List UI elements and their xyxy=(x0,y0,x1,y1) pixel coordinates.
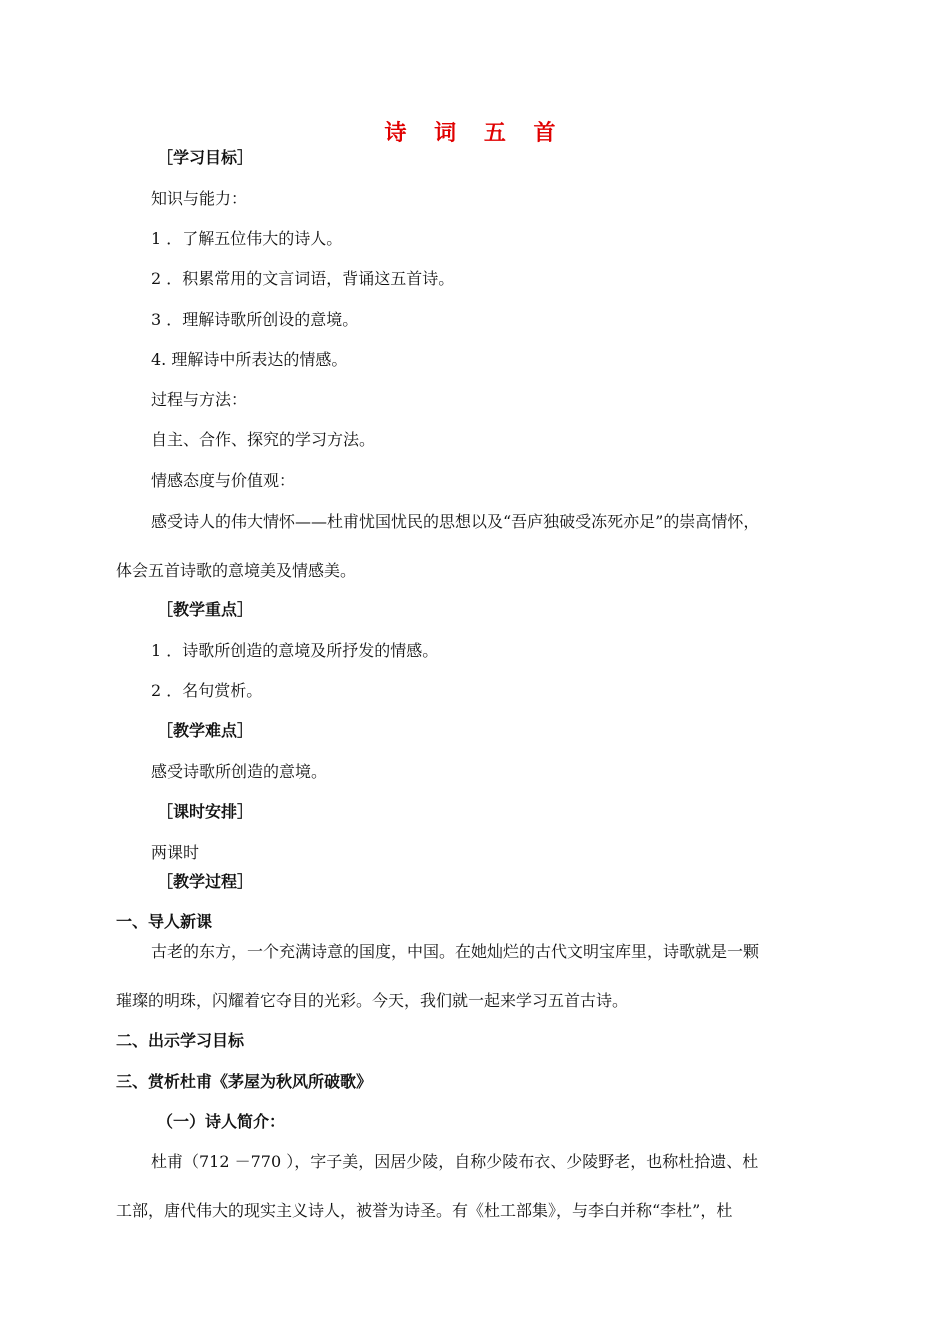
key-point-2: 2 ．名句赏析。 xyxy=(151,681,263,700)
goal-item-4: 4. 理解诗中所表达的情感。 xyxy=(151,350,348,369)
emotion-text-line-2: 体会五首诗歌的意境美及情感美。 xyxy=(116,561,357,580)
goal-item-2: 2 ．积累常用的文言词语，背诵这五首诗。 xyxy=(151,269,455,288)
emotion-text-line-1: 感受诗人的伟大情怀——杜甫忧国忧民的思想以及“吾庐独破受冻死亦足”的崇高情怀， xyxy=(151,512,760,531)
heading-schedule: ［课时安排］ xyxy=(157,802,254,821)
heading-difficult-points: ［教学难点］ xyxy=(157,721,254,740)
schedule-text: 两课时 xyxy=(151,843,200,862)
emotion-label: 情感态度与价值观： xyxy=(151,471,296,490)
goal-item-1: 1 ．了解五位伟大的诗人。 xyxy=(151,229,343,248)
section-3-subheading: （一）诗人简介： xyxy=(157,1112,286,1131)
section-1-heading: 一、导人新课 xyxy=(116,912,213,931)
difficult-text: 感受诗歌所创造的意境。 xyxy=(151,762,328,781)
process-text: 自主、合作、探究的学习方法。 xyxy=(151,430,376,449)
section-1-text-line-1: 古老的东方，一个充满诗意的国度，中国。在她灿烂的古代文明宝库里，诗歌就是一颗 xyxy=(151,942,760,961)
page-title: 诗 词 五 首 xyxy=(384,121,566,146)
heading-learning-goals: ［学习目标］ xyxy=(157,148,254,167)
goal-item-3: 3 ．理解诗歌所创设的意境。 xyxy=(151,310,359,329)
process-label: 过程与方法： xyxy=(151,390,248,409)
section-3-heading: 三、赏析杜甫《茅屋为秋风所破歌》 xyxy=(116,1072,373,1091)
key-point-1: 1 ．诗歌所创造的意境及所抒发的情感。 xyxy=(151,641,439,660)
heading-teaching-process: ［教学过程］ xyxy=(157,872,254,891)
poet-intro-line-2: 工部，唐代伟大的现实主义诗人，被誉为诗圣。有《杜工部集》，与李白并称“李杜”，杜 xyxy=(116,1201,733,1220)
section-1-text-line-2: 璀璨的明珠，闪耀着它夺目的光彩。今天，我们就一起来学习五首古诗。 xyxy=(116,991,629,1010)
poet-intro-line-1: 杜甫（712 －770 ），字子美，因居少陵，自称少陵布衣、少陵野老，也称杜拾遗、杜 xyxy=(151,1152,759,1171)
section-2-heading: 二、出示学习目标 xyxy=(116,1031,245,1050)
knowledge-label: 知识与能力： xyxy=(151,189,248,208)
heading-key-points: ［教学重点］ xyxy=(157,600,254,619)
